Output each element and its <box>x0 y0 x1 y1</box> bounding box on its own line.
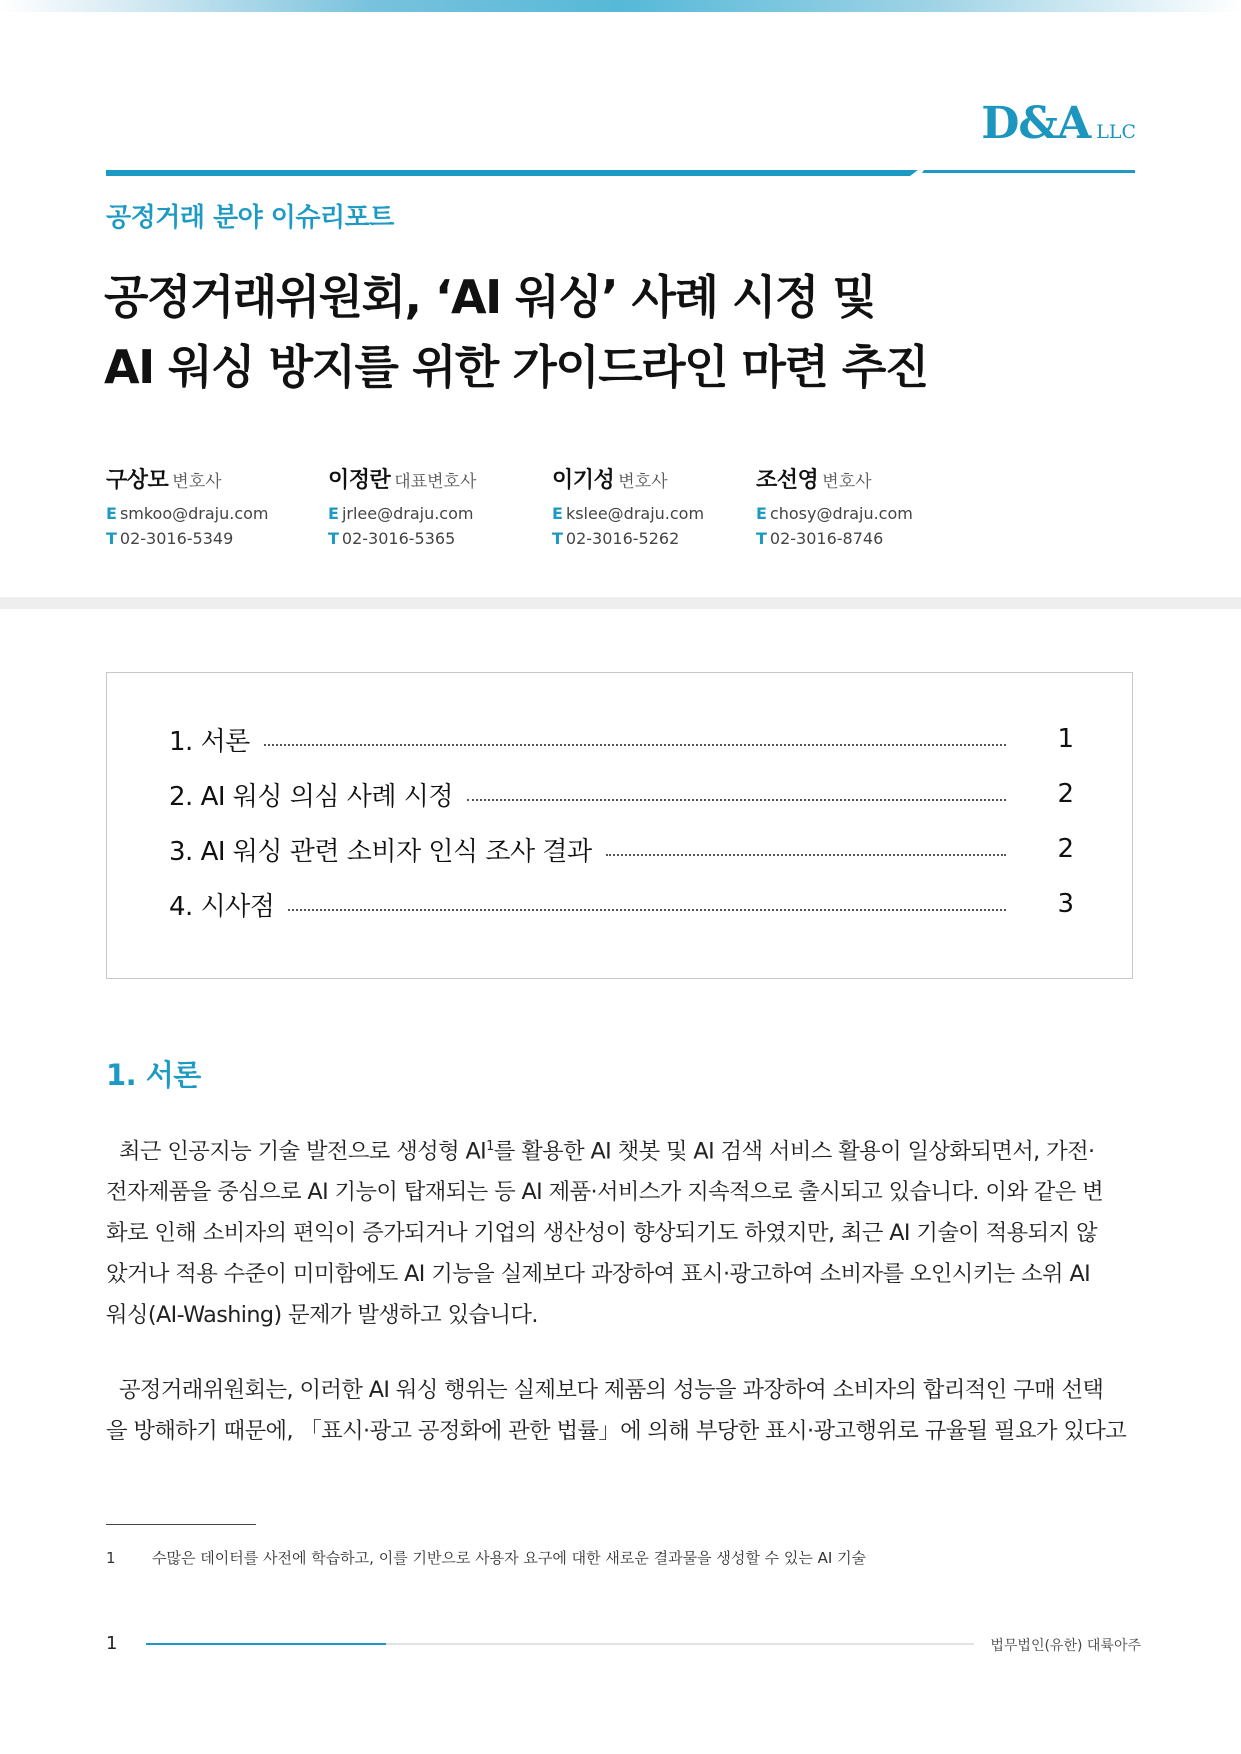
author-email[interactable]: kslee@draju.com <box>565 504 705 523</box>
section-heading: 1. 서론 <box>106 1058 201 1092</box>
paragraph-line: 공정거래위원회는, 이러한 AI 워싱 행위는 실제보다 제품의 성능을 과장하여 소비자의 합리적인 구매 선택 <box>106 1377 1104 1403</box>
author-email[interactable]: jrlee@draju.com <box>341 504 474 523</box>
body-paragraph <box>106 1126 1136 1336</box>
toc-leader-dots <box>288 895 1006 911</box>
footer-rule-accent <box>146 1643 386 1645</box>
email-tag: E <box>106 504 117 523</box>
body-paragraph <box>106 1370 1136 1452</box>
toc-leader-dots <box>467 785 1006 801</box>
title-line-2: AI 워싱 방지를 위한 가이드라인 마련 추진 <box>104 340 928 394</box>
author-email[interactable]: smkoo@draju.com <box>119 504 269 523</box>
paragraph-line: 았거나 적용 수준이 미미함에도 AI 기능을 실제보다 과장하여 표시·광고하여 소비자를 오인시키는 소위 AI <box>106 1261 1091 1288</box>
author-role: 변호사 <box>822 472 872 492</box>
toc-entry[interactable] <box>169 777 1074 811</box>
paragraph-line: 전자제품을 중심으로 AI 기능이 탑재되는 등 AI 제품·서비스가 지속적으로 출시되고 있습니다. 이와 같은 변 <box>106 1179 1104 1206</box>
section-divider-band <box>0 597 1241 609</box>
table-of-contents <box>106 672 1133 979</box>
firm-name: 법무법인(유한) 대륙아주 <box>990 1638 1141 1654</box>
email-tag: E <box>756 504 767 523</box>
author-role: 대표변호사 <box>394 472 477 492</box>
footer-rule <box>146 1643 974 1645</box>
email-tag: E <box>552 504 563 523</box>
tel-tag: T <box>552 529 563 548</box>
toc-entry[interactable] <box>169 832 1074 866</box>
tel-tag: T <box>106 529 117 548</box>
author-name: 조선영 <box>756 468 819 493</box>
author-card <box>756 463 913 548</box>
toc-page-number: 2 <box>1057 834 1074 864</box>
report-title <box>104 262 1144 402</box>
toc-leader-dots <box>606 840 1006 856</box>
toc-page-number: 1 <box>1057 724 1074 754</box>
authors-block <box>106 463 1146 553</box>
firm-logo: D&A LLC <box>981 98 1136 149</box>
header-rule <box>106 168 1135 176</box>
toc-entry[interactable] <box>169 722 1074 756</box>
paragraph-line: 화로 인해 소비자의 편익이 증가되거나 기업의 생산성이 향상되기도 하였지만, 최근 AI 기술이 적용되지 않 <box>106 1220 1097 1247</box>
author-tel: 02-3016-5262 <box>565 529 680 548</box>
toc-label: 4. 시사점 <box>169 891 275 922</box>
author-role: 변호사 <box>172 472 222 492</box>
author-tel: 02-3016-5349 <box>119 529 234 548</box>
footnote-text: 수많은 데이터를 사전에 학습하고, 이를 기반으로 사용자 요구에 대한 새로운 결과물을 생성할 수 있는 AI 기술 <box>152 1549 867 1567</box>
author-card <box>328 463 476 548</box>
email-tag: E <box>328 504 339 523</box>
toc-page-number: 2 <box>1057 779 1074 809</box>
author-name: 이정란 <box>328 468 391 493</box>
author-card <box>106 463 269 548</box>
footnote-ref[interactable]: 1 <box>486 1139 494 1154</box>
toc-leader-dots <box>264 730 1006 746</box>
paragraph-line: 최근 인공지능 기술 발전으로 생성형 $AI^1$를 활용한 AI 챗봇 및 AI 검색 서비스 활용이 일상화되면서, 가전· <box>106 1138 1095 1165</box>
author-email[interactable]: chosy@draju.com <box>769 504 913 523</box>
author-tel: 02-3016-5365 <box>341 529 456 548</box>
author-tel: 02-3016-8746 <box>769 529 884 548</box>
paragraph-line: 을 방해하기 때문에, 「표시·광고 공정화에 관한 법률」에 의해 부당한 표시·광고행위로 규율될 필요가 있다고 <box>106 1418 1127 1444</box>
author-name: 이기성 <box>552 468 615 493</box>
tel-tag: T <box>756 529 767 548</box>
top-gradient-bar <box>0 0 1241 12</box>
title-line-1: 공정거래위원회, ‘AI 워싱’ 사례 시정 및 <box>104 270 876 324</box>
toc-page-number: 3 <box>1057 889 1074 919</box>
author-name: 구상모 <box>106 468 169 493</box>
footnote <box>106 1547 866 1568</box>
toc-label: 2. AI 워싱 의심 사례 시정 <box>169 781 454 812</box>
footnote-number: 1 <box>106 1549 116 1567</box>
page-number: 1 <box>106 1633 118 1654</box>
footnote-divider <box>106 1524 256 1525</box>
tel-tag: T <box>328 529 339 548</box>
report-category: 공정거래 분야 이슈리포트 <box>106 203 394 233</box>
toc-entry[interactable] <box>169 887 1074 921</box>
paragraph-line: 워싱(AI-Washing) 문제가 발생하고 있습니다. <box>106 1302 538 1329</box>
toc-label: 3. AI 워싱 관련 소비자 인식 조사 결과 <box>169 836 592 867</box>
author-card <box>552 463 704 548</box>
toc-label: 1. 서론 <box>169 726 250 757</box>
author-role: 변호사 <box>618 472 668 492</box>
